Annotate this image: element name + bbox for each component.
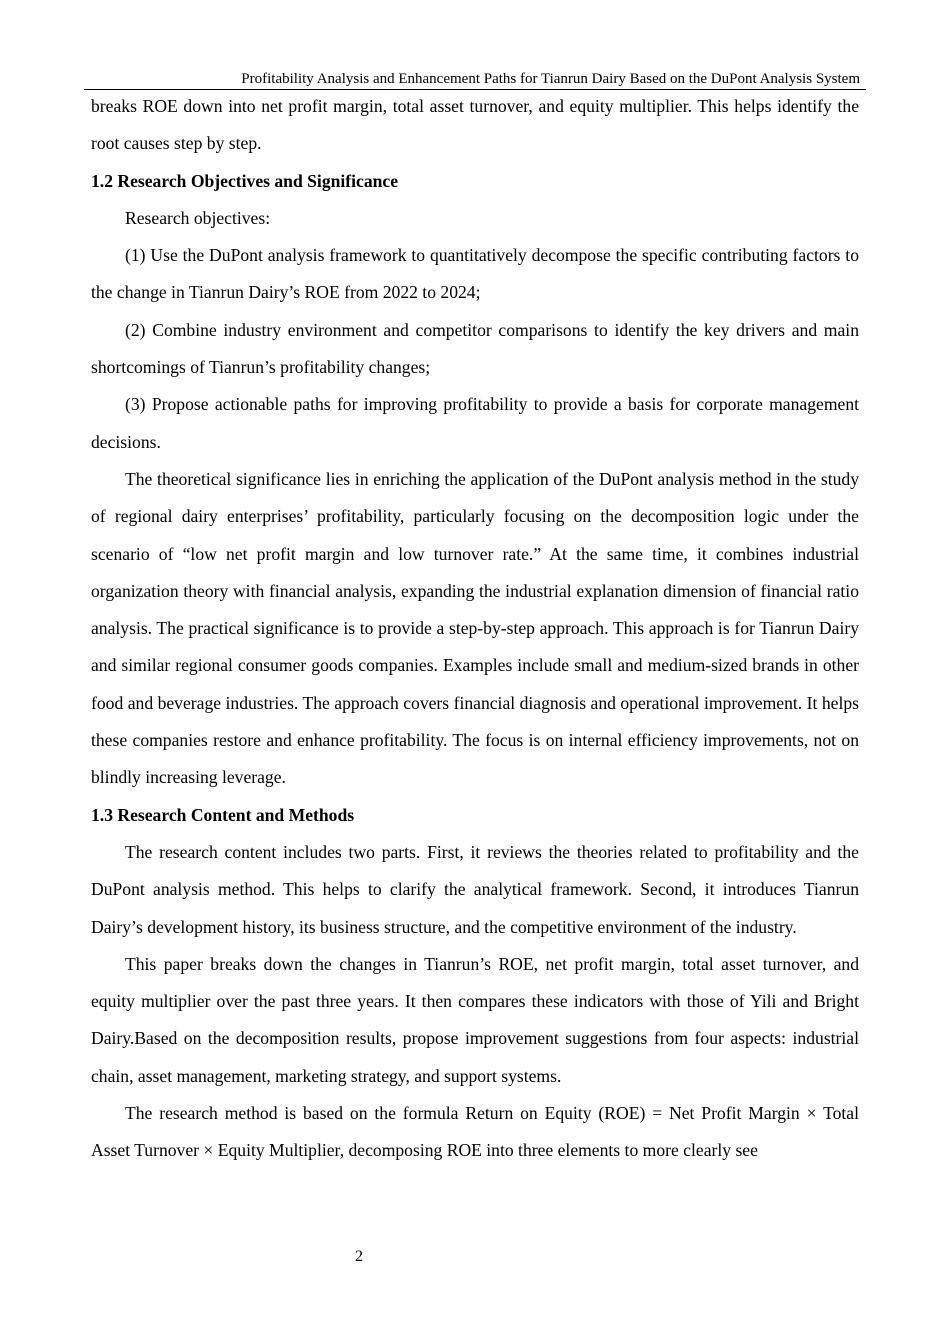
paragraph-objective-1: (1) Use the DuPont analysis framework to quantitatively decompose the specific contributing factors to the change in Tianrun Dairy’s ROE from 2022 to 2024;: [91, 245, 859, 303]
paragraph-objectives-intro: Research objectives:: [125, 207, 271, 228]
running-header: Profitability Analysis and Enhancement Paths for Tianrun Dairy Based on the DuPont Analysis System: [84, 70, 866, 90]
body-text: [91, 88, 859, 1170]
paragraph-objective-2: (2) Combine industry environment and competitor comparisons to identify the key drivers and main shortcomings of Tianrun’s profitability changes;: [91, 319, 859, 378]
paragraph-significance: The theoretical significance lies in enriching the application of the DuPont analysis method in the study of regional dairy enterprises’ profitability, particularly focusing on the decomposition logic under the scenario of “low net profit margin and low turnover rate.” At the same time, it combines industrial organization theory with financial analysis, expanding the industrial explanation dimension of financial ratio analysis. The practical significance is to provide a step-by-step approach. This approach is for Tianrun Dairy and similar regional consumer goods companies. Examples include small and medium-sized brands in other food and beverage industries. The approach covers financial diagnosis and operational improvement. It helps these companies restore and enhance profitability. The focus is on internal efficiency improvements, not on blindly increasing leverage.: [91, 468, 859, 788]
paragraph-research-content: The research content includes two parts. First, it reviews the theories related to profitability and the DuPont analysis method. This helps to clarify the analytical framework. Second, it introduces Tianrun Dairy’s development history, its business structure, and the competitive environment of the industry.: [91, 841, 859, 937]
section-heading-1-3: 1.3 Research Content and Methods: [91, 804, 355, 825]
paragraph-continuation: breaks ROE down into net profit margin, total asset turnover, and equity multiplier. This helps identify the root causes step by step.: [91, 96, 859, 154]
paragraph-research-method: The research method is based on the formula Return on Equity (ROE) = Net Profit Margin × Total Asset Turnover × Equity Multiplier, decomposing ROE into three elements to more clearly see: [91, 1103, 859, 1161]
section-heading-1-2: 1.2 Research Objectives and Significance: [91, 170, 399, 191]
paragraph-decomposition: This paper breaks down the changes in Tianrun’s ROE, net profit margin, total asset turnover, and equity multiplier over the past three years. It then compares these indicators with those of Yili and Bright Dairy.Based on the decomposition results, propose improvement suggestions from four aspects: industrial chain, asset management, marketing strategy, and support systems.: [91, 953, 859, 1086]
page-number: 2: [355, 1248, 363, 1265]
paragraph-objective-3: (3) Propose actionable paths for improving profitability to provide a basis for corporate management decisions.: [91, 394, 859, 452]
